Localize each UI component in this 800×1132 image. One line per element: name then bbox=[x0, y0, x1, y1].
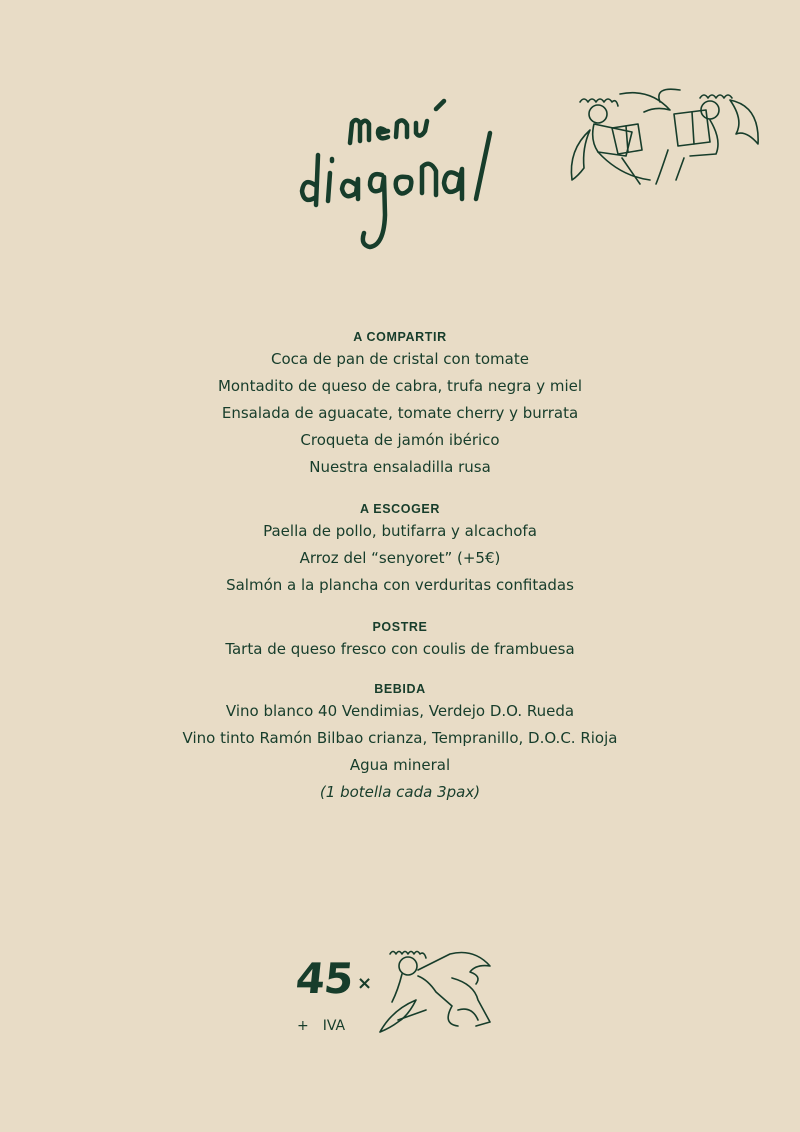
reading-angels-illustration bbox=[560, 80, 765, 190]
menu-item: Coca de pan de cristal con tomate bbox=[271, 350, 529, 368]
bebida-note: (1 botella cada 3pax) bbox=[319, 783, 481, 801]
price-amount: 45 bbox=[293, 954, 356, 1003]
menu-item: Tarta de queso fresco con coulis de frambuesa bbox=[225, 640, 575, 658]
menu-item: Salmón a la plancha con verduritas confitadas bbox=[226, 576, 574, 594]
price-tax-note bbox=[297, 1016, 345, 1036]
menu-body bbox=[0, 328, 800, 806]
section-title-compartir: A COMPARTIR bbox=[353, 330, 447, 344]
menu-item: Vino blanco 40 Vendimias, Verdejo D.O. Rueda bbox=[225, 702, 575, 720]
section-title-bebida: BEBIDA bbox=[374, 682, 426, 696]
reclining-angel-illustration bbox=[378, 940, 503, 1035]
tax-plus: + bbox=[297, 1018, 309, 1034]
menu-item: Arroz del “senyoret” (+5€) bbox=[299, 549, 501, 567]
menu-item: Montadito de queso de cabra, trufa negra y miel bbox=[217, 377, 583, 395]
menu-item: Ensalada de aguacate, tomate cherry y burrata bbox=[221, 404, 579, 422]
menu-item: Agua mineral bbox=[349, 756, 451, 774]
menu-item: Croqueta de jamón ibérico bbox=[300, 431, 500, 449]
menu-diagonal-logo bbox=[290, 95, 505, 260]
price-times-symbol: × bbox=[357, 973, 373, 994]
section-title-escoger: A ESCOGER bbox=[360, 502, 440, 516]
menu-item: Vino tinto Ramón Bilbao crianza, Tempranillo, D.O.C. Rioja bbox=[182, 729, 618, 747]
menu-item: Nuestra ensaladilla rusa bbox=[309, 458, 491, 476]
tax-label: IVA bbox=[322, 1018, 346, 1034]
section-title-postre: POSTRE bbox=[372, 620, 428, 634]
menu-item: Paella de pollo, butifarra y alcachofa bbox=[263, 522, 537, 540]
